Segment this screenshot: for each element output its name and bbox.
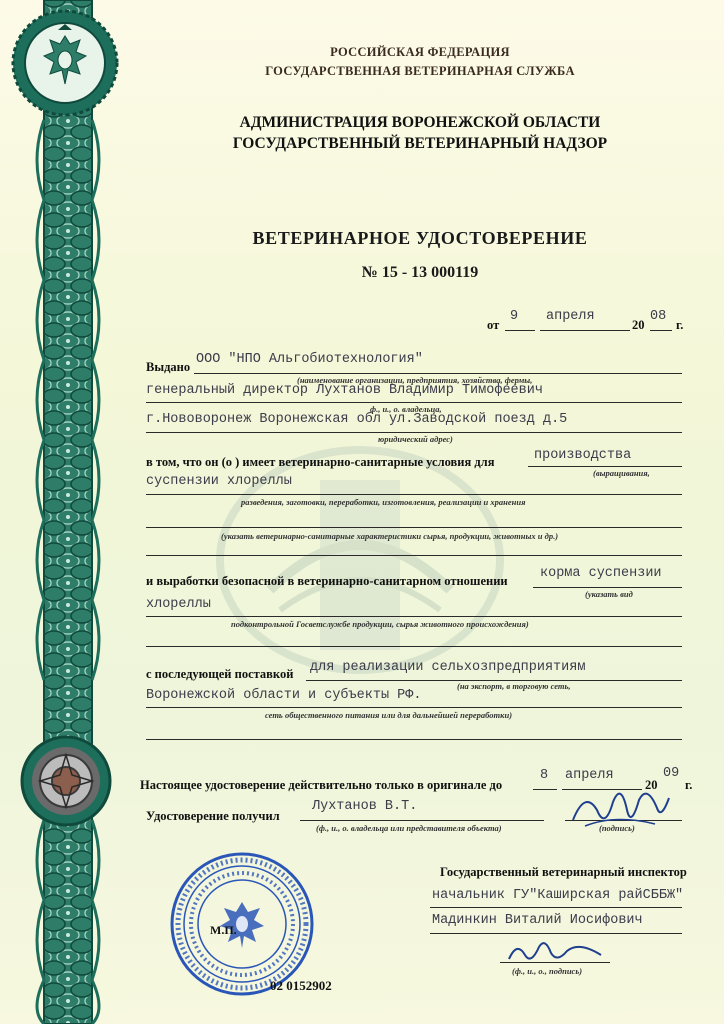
date-year: 08 (650, 309, 667, 324)
hint-network: сеть общественного питания или для дальнейшей переработки) (265, 710, 513, 720)
hint-address: юридический адрес) (378, 434, 453, 444)
receiver-signature (565, 780, 675, 840)
date-day: 9 (510, 309, 519, 324)
delivery-label: с последующей поставкой (146, 667, 294, 681)
issued-label: Выдано (146, 360, 191, 374)
issued-organization: ООО "НПО Альгобиотехнология" (196, 352, 423, 367)
seal-mark: М.П. (210, 923, 237, 937)
production-label: и выработки безопасной в ветеринарно-санитарном отношении (146, 574, 508, 588)
conditions-activity: производства (534, 448, 632, 463)
validity-year: 09 (663, 766, 680, 781)
validity-year-prefix: 20 (645, 778, 658, 792)
date-prefix: от (487, 318, 500, 332)
receiver-name: Лухтанов В.Т. (312, 799, 418, 814)
header-administration: АДМИНИСТРАЦИЯ ВОРОНЕЖСКОЙ ОБЛАСТИ (239, 114, 601, 131)
issued-owner: генеральный директор Лухтанов Владимир Тимофеевич (146, 383, 543, 398)
hint-receiver: (ф., и., о. владельца или представителя объекта) (316, 823, 502, 833)
document-number: № 15 - 13 000119 (361, 264, 479, 281)
issued-address: г.Нововоронеж Воронежская обл ул.Заводской поезд д.5 (146, 412, 568, 427)
inspector-title: Государственный ветеринарный инспектор (440, 865, 687, 879)
hint-characteristics: (указать ветеринарно-санитарные характеристики сырья, продукции, животных и др.) (221, 531, 559, 541)
production-product2: хлореллы (146, 597, 211, 612)
validity-day: 8 (540, 768, 549, 783)
inspector-position: начальник ГУ"Каширская райСББЖ" (432, 888, 684, 903)
conditions-product: суспензии хлореллы (146, 474, 292, 489)
document-title: ВЕТЕРИНАРНОЕ УДОСТОВЕРЕНИЕ (252, 228, 588, 248)
inspector-name: Мадинкин Виталий Иосифович (432, 913, 643, 928)
date-year-prefix: 20 (632, 318, 645, 332)
validity-label: Настоящее удостоверение действительно только в оригинале до (140, 778, 503, 792)
conditions-label: в том, что он (о ) имеет ветеринарно-санитарные условия для (146, 455, 495, 469)
date-year-unit: г. (676, 318, 684, 332)
state-emblem-icon (10, 8, 120, 118)
decorative-border (26, 0, 110, 1024)
security-rosette-icon (20, 732, 112, 830)
hint-organization: (наименование организации, предприятия, хозяйства, фермы, (297, 375, 533, 385)
form-serial: 02 0152902 (270, 978, 332, 993)
hint-kind: (указать вид (585, 589, 633, 599)
receiver-label: Удостоверение получил (146, 809, 280, 823)
inspector-signature (505, 935, 605, 967)
delivery-target2: Воронежской области и субъекты РФ. (146, 688, 422, 703)
hint-owner: ф., и., о. владельца, (370, 404, 442, 414)
official-seal (168, 850, 316, 998)
date-month: апреля (546, 309, 595, 324)
hint-activity: (выращивания, (593, 468, 650, 478)
validity-year-unit: г. (685, 778, 693, 792)
hint-export: (на экспорт, в торговую сеть, (457, 681, 571, 691)
header-supervision: ГОСУДАРСТВЕННЫЙ ВЕТЕРИНАРНЫЙ НАДЗОР (232, 135, 608, 152)
hint-processing: разведения, заготовки, переработки, изготовления, реализации и хранения (241, 497, 526, 507)
header-country: РОССИЙСКАЯ ФЕДЕРАЦИЯ (330, 45, 510, 59)
hint-inspector: (ф., и., о., подпись) (512, 966, 583, 976)
validity-month: апреля (565, 768, 614, 783)
hint-signature: (подпись) (599, 823, 635, 833)
header-service: ГОСУДАРСТВЕННАЯ ВЕТЕРИНАРНАЯ СЛУЖБА (265, 64, 575, 78)
delivery-target1: для реализации сельхозпредприятиям (310, 660, 586, 675)
hint-goods: подконтрольной Госветслужбе продукции, сырья животного происхождения) (231, 619, 529, 629)
production-product1: корма суспензии (540, 566, 662, 581)
